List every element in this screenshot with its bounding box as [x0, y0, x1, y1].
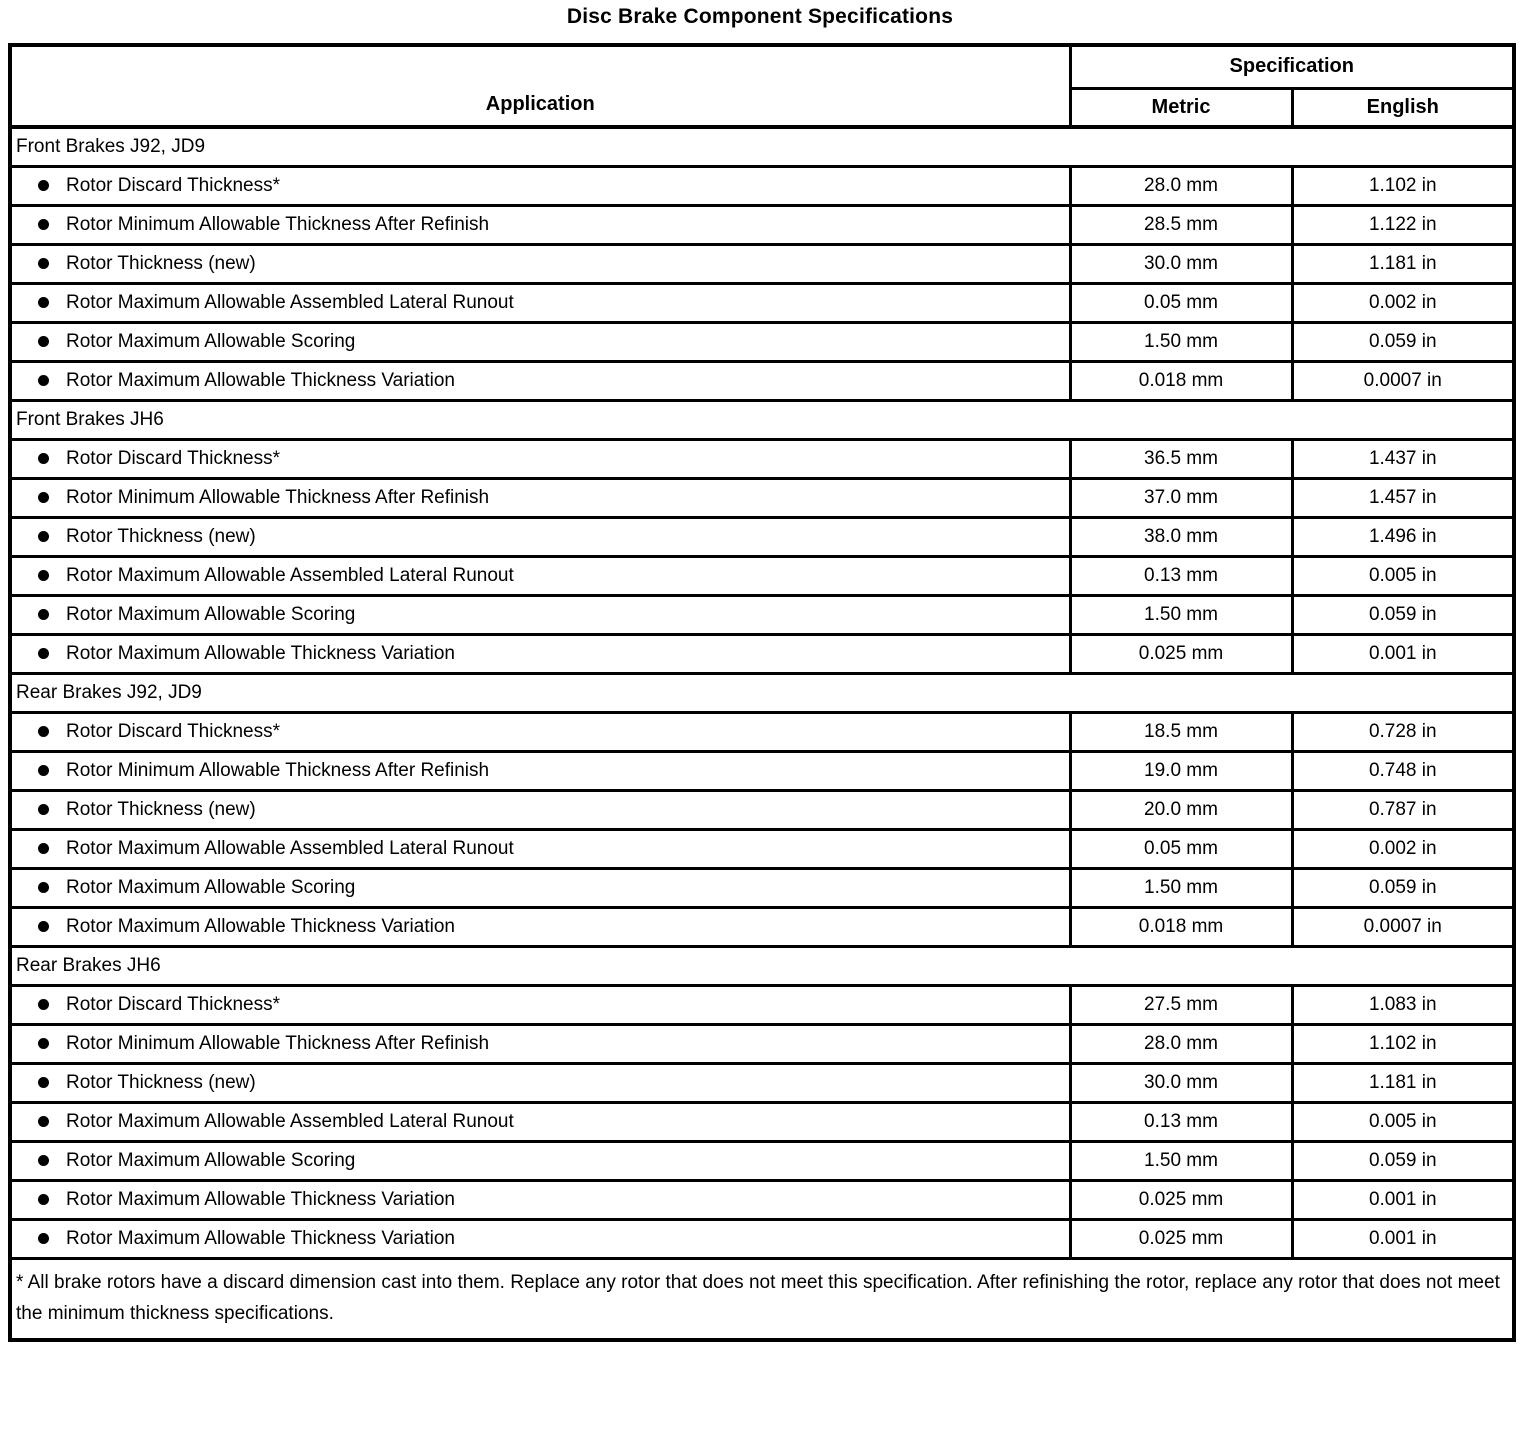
table-row — [10, 517, 1514, 556]
disc-brake-spec-table — [8, 43, 1516, 1342]
english-value: 0.001 in — [1292, 634, 1514, 673]
metric-value: 1.50 mm — [1070, 1141, 1292, 1180]
english-value: 0.059 in — [1292, 868, 1514, 907]
spec-label: Rotor Maximum Allowable Assembled Lateral Runout — [66, 291, 514, 313]
english-value: 1.437 in — [1292, 439, 1514, 478]
spec-label-cell — [10, 634, 1070, 673]
metric-value: 1.50 mm — [1070, 322, 1292, 361]
bullet-icon — [38, 1194, 49, 1205]
metric-value: 0.13 mm — [1070, 556, 1292, 595]
section-header-row — [10, 127, 1514, 166]
table-row — [10, 907, 1514, 946]
english-value: 1.496 in — [1292, 517, 1514, 556]
english-value: 0.059 in — [1292, 595, 1514, 634]
spec-label-cell — [10, 829, 1070, 868]
bullet-icon — [38, 570, 49, 581]
spec-label-cell — [10, 322, 1070, 361]
table-row — [10, 1102, 1514, 1141]
bullet-icon — [38, 882, 49, 893]
spec-label: Rotor Maximum Allowable Thickness Variation — [66, 1227, 455, 1249]
spec-label: Rotor Thickness (new) — [66, 1071, 256, 1093]
spec-label: Rotor Minimum Allowable Thickness After Refinish — [66, 1032, 490, 1054]
spec-label-cell — [10, 907, 1070, 946]
spec-label: Rotor Thickness (new) — [66, 798, 256, 820]
english-value: 0.0007 in — [1292, 361, 1514, 400]
english-value: 0.059 in — [1292, 322, 1514, 361]
table-row — [10, 478, 1514, 517]
footnote-row — [10, 1258, 1514, 1340]
spec-label-cell — [10, 166, 1070, 205]
table-row — [10, 751, 1514, 790]
table-row — [10, 1141, 1514, 1180]
english-value: 0.001 in — [1292, 1219, 1514, 1258]
bullet-icon — [38, 336, 49, 347]
metric-value: 0.025 mm — [1070, 1180, 1292, 1219]
bullet-icon — [38, 492, 49, 503]
section-header: Rear Brakes J92, JD9 — [10, 673, 1514, 712]
metric-value: 28.0 mm — [1070, 166, 1292, 205]
english-value: 0.0007 in — [1292, 907, 1514, 946]
bullet-icon — [38, 1116, 49, 1127]
metric-value: 36.5 mm — [1070, 439, 1292, 478]
table-row — [10, 634, 1514, 673]
english-value: 0.005 in — [1292, 556, 1514, 595]
bullet-icon — [38, 258, 49, 269]
section-header: Front Brakes J92, JD9 — [10, 127, 1514, 166]
spec-label-cell — [10, 712, 1070, 751]
table-row — [10, 1180, 1514, 1219]
spec-label-cell — [10, 985, 1070, 1024]
english-value: 0.059 in — [1292, 1141, 1514, 1180]
section-header-row — [10, 400, 1514, 439]
spec-label: Rotor Maximum Allowable Thickness Variation — [66, 369, 455, 391]
table-row — [10, 283, 1514, 322]
english-value: 0.001 in — [1292, 1180, 1514, 1219]
bullet-icon — [38, 999, 49, 1010]
spec-label: Rotor Maximum Allowable Assembled Lateral Runout — [66, 837, 514, 859]
bullet-icon — [38, 219, 49, 230]
spec-label-cell — [10, 517, 1070, 556]
section-header: Rear Brakes JH6 — [10, 946, 1514, 985]
metric-value: 19.0 mm — [1070, 751, 1292, 790]
bullet-icon — [38, 648, 49, 659]
table-row — [10, 166, 1514, 205]
metric-value: 0.025 mm — [1070, 1219, 1292, 1258]
bullet-icon — [38, 765, 49, 776]
bullet-icon — [38, 1077, 49, 1088]
bullet-icon — [38, 843, 49, 854]
table-row — [10, 595, 1514, 634]
spec-label-cell — [10, 1102, 1070, 1141]
english-value: 0.748 in — [1292, 751, 1514, 790]
metric-value: 0.05 mm — [1070, 829, 1292, 868]
table-row — [10, 244, 1514, 283]
spec-label: Rotor Maximum Allowable Scoring — [66, 1149, 356, 1171]
spec-label: Rotor Maximum Allowable Assembled Lateral Runout — [66, 564, 514, 586]
english-value: 1.083 in — [1292, 985, 1514, 1024]
metric-value: 30.0 mm — [1070, 1063, 1292, 1102]
table-row — [10, 361, 1514, 400]
spec-label-cell — [10, 1024, 1070, 1063]
table-row — [10, 829, 1514, 868]
spec-label-cell — [10, 1063, 1070, 1102]
table-row — [10, 322, 1514, 361]
table-row — [10, 712, 1514, 751]
english-value: 1.181 in — [1292, 244, 1514, 283]
spec-label: Rotor Maximum Allowable Scoring — [66, 330, 356, 352]
table-header — [10, 45, 1514, 127]
spec-label: Rotor Maximum Allowable Thickness Variation — [66, 915, 455, 937]
spec-label-cell — [10, 790, 1070, 829]
spec-label-cell — [10, 1141, 1070, 1180]
spec-label: Rotor Thickness (new) — [66, 252, 256, 274]
metric-value: 0.13 mm — [1070, 1102, 1292, 1141]
english-value: 0.002 in — [1292, 829, 1514, 868]
section-header-row — [10, 946, 1514, 985]
spec-label-cell — [10, 1219, 1070, 1258]
english-value: 0.728 in — [1292, 712, 1514, 751]
english-value: 1.122 in — [1292, 205, 1514, 244]
section-header: Front Brakes JH6 — [10, 400, 1514, 439]
spec-label: Rotor Maximum Allowable Assembled Lateral Runout — [66, 1110, 514, 1132]
table-row — [10, 439, 1514, 478]
bullet-icon — [38, 726, 49, 737]
table-row — [10, 1063, 1514, 1102]
header-row-specification — [10, 45, 1514, 88]
bullet-icon — [38, 1038, 49, 1049]
metric-value: 1.50 mm — [1070, 595, 1292, 634]
spec-label-cell — [10, 751, 1070, 790]
metric-value: 1.50 mm — [1070, 868, 1292, 907]
spec-label-cell — [10, 1180, 1070, 1219]
table-footer — [10, 1258, 1514, 1340]
metric-value: 37.0 mm — [1070, 478, 1292, 517]
spec-label-cell — [10, 283, 1070, 322]
spec-label-cell — [10, 478, 1070, 517]
spec-label: Rotor Discard Thickness* — [66, 447, 281, 469]
spec-label: Rotor Maximum Allowable Thickness Variation — [66, 642, 455, 664]
spec-label: Rotor Thickness (new) — [66, 525, 256, 547]
spec-label: Rotor Minimum Allowable Thickness After Refinish — [66, 759, 490, 781]
page-title: Disc Brake Component Specifications — [566, 5, 954, 28]
bullet-icon — [38, 921, 49, 932]
spec-label: Rotor Minimum Allowable Thickness After Refinish — [66, 486, 490, 508]
spec-label: Rotor Discard Thickness* — [66, 720, 281, 742]
table-row — [10, 1219, 1514, 1258]
spec-label-cell — [10, 595, 1070, 634]
spec-label: Rotor Maximum Allowable Scoring — [66, 876, 356, 898]
spec-label: Rotor Maximum Allowable Scoring — [66, 603, 356, 625]
english-value: 0.787 in — [1292, 790, 1514, 829]
bullet-icon — [38, 609, 49, 620]
column-header-application: Application — [10, 45, 1070, 127]
metric-value: 0.018 mm — [1070, 907, 1292, 946]
section-header-row — [10, 673, 1514, 712]
table-row — [10, 985, 1514, 1024]
english-value: 1.102 in — [1292, 1024, 1514, 1063]
bullet-icon — [38, 1233, 49, 1244]
table-body — [10, 127, 1514, 1258]
column-header-specification: Specification — [1070, 45, 1514, 88]
spec-label-cell — [10, 556, 1070, 595]
column-header-english: English — [1292, 88, 1514, 127]
footnote: * All brake rotors have a discard dimension cast into them. Replace any rotor that does not meet this specification. After refinishing the rotor, replace any rotor that does not meet the minimum thickness specifications. — [10, 1258, 1514, 1340]
spec-label-cell — [10, 439, 1070, 478]
bullet-icon — [38, 375, 49, 386]
english-value: 0.002 in — [1292, 283, 1514, 322]
spec-label-cell — [10, 205, 1070, 244]
table-row — [10, 205, 1514, 244]
bullet-icon — [38, 297, 49, 308]
metric-value: 28.5 mm — [1070, 205, 1292, 244]
spec-label: Rotor Discard Thickness* — [66, 993, 281, 1015]
english-value: 1.457 in — [1292, 478, 1514, 517]
metric-value: 0.025 mm — [1070, 634, 1292, 673]
spec-label-cell — [10, 361, 1070, 400]
metric-value: 0.018 mm — [1070, 361, 1292, 400]
table-row — [10, 868, 1514, 907]
column-header-metric: Metric — [1070, 88, 1292, 127]
table-row — [10, 1024, 1514, 1063]
metric-value: 30.0 mm — [1070, 244, 1292, 283]
bullet-icon — [38, 453, 49, 464]
english-value: 1.181 in — [1292, 1063, 1514, 1102]
spec-label: Rotor Discard Thickness* — [66, 174, 281, 196]
metric-value: 27.5 mm — [1070, 985, 1292, 1024]
table-row — [10, 556, 1514, 595]
english-value: 0.005 in — [1292, 1102, 1514, 1141]
spec-label: Rotor Maximum Allowable Thickness Variation — [66, 1188, 455, 1210]
bullet-icon — [38, 804, 49, 815]
bullet-icon — [38, 1155, 49, 1166]
metric-value: 20.0 mm — [1070, 790, 1292, 829]
metric-value: 0.05 mm — [1070, 283, 1292, 322]
english-value: 1.102 in — [1292, 166, 1514, 205]
metric-value: 18.5 mm — [1070, 712, 1292, 751]
metric-value: 38.0 mm — [1070, 517, 1292, 556]
bullet-icon — [38, 180, 49, 191]
bullet-icon — [38, 531, 49, 542]
spec-label: Rotor Minimum Allowable Thickness After Refinish — [66, 213, 490, 235]
spec-label-cell — [10, 244, 1070, 283]
metric-value: 28.0 mm — [1070, 1024, 1292, 1063]
table-row — [10, 790, 1514, 829]
spec-label-cell — [10, 868, 1070, 907]
